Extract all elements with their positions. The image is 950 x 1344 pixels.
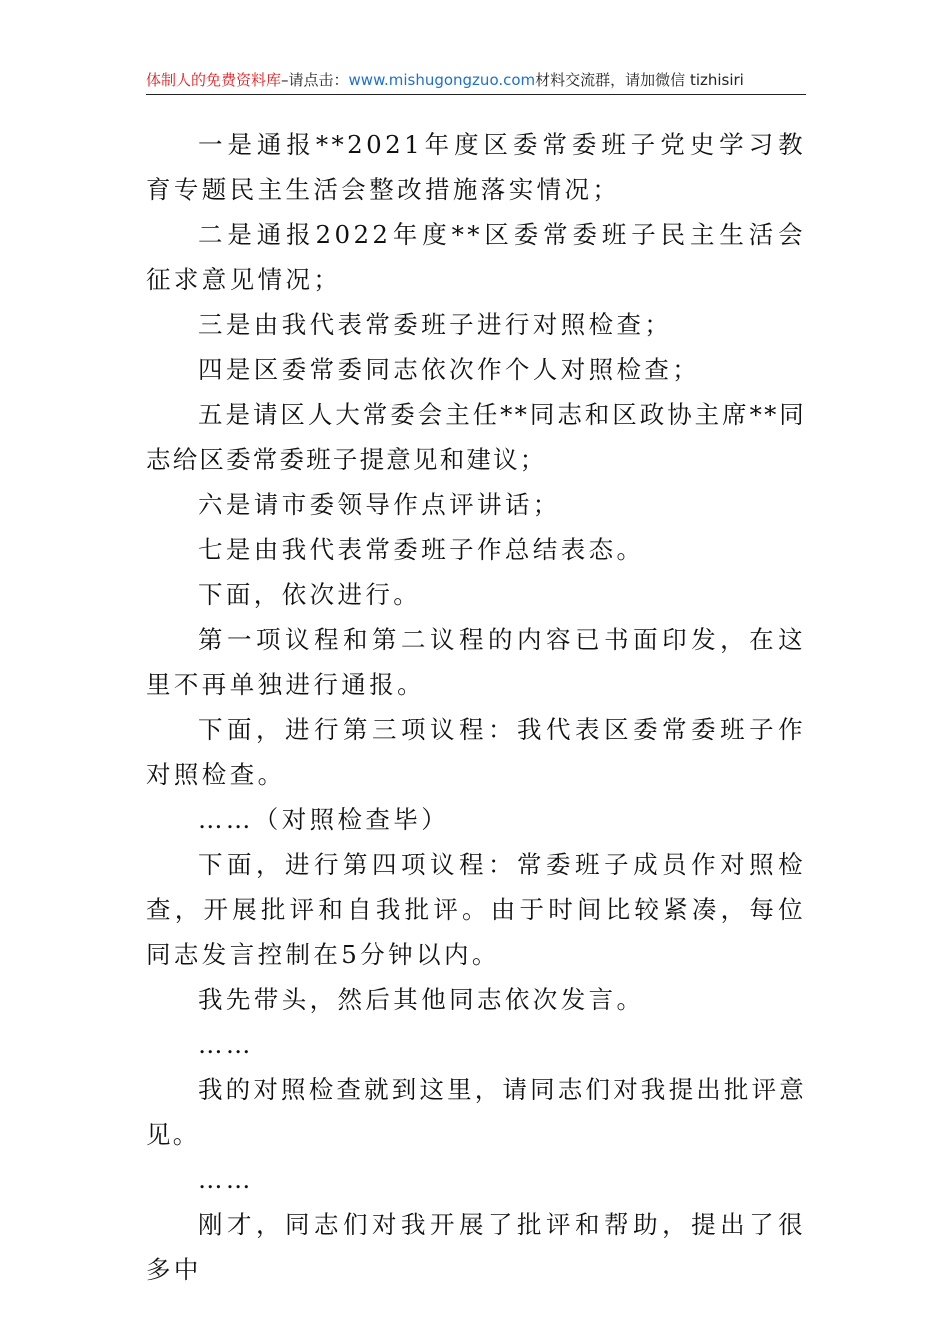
paragraph: 四是区委常委同志依次作个人对照检查；	[198, 355, 701, 384]
paragraph: 我先带头，然后其他同志依次发言。	[198, 985, 645, 1014]
page-header	[146, 68, 806, 95]
paragraph: ……	[198, 1030, 254, 1059]
paragraph: 三是由我代表常委班子进行对照检查；	[198, 310, 673, 339]
paragraph: 六是请市委领导作点评讲话；	[198, 490, 561, 519]
header-contact: 材料交流群，请加微信 tizhisiri	[535, 71, 744, 89]
document-body	[146, 122, 806, 1292]
header-url-link[interactable]: www.mishugongzuo.com	[348, 71, 536, 89]
paragraph: 五是请区人大常委会主任**同志和区政协主席**同志给区委常委班子提意见和建议；	[146, 400, 806, 474]
paragraph: 第一项议程和第二议程的内容已书面印发，在这里不再单独进行通报。	[146, 625, 806, 699]
header-prompt: –请点击：	[281, 71, 349, 89]
paragraph: 下面，进行第四项议程：常委班子成员作对照检查，开展批评和自我批评。由于时间比较紧凑，每位同志发言控制在5分钟以内。	[146, 850, 806, 969]
paragraph: 二是通报2022年度**区委常委班子民主生活会征求意见情况；	[146, 220, 806, 294]
paragraph: 我的对照检查就到这里，请同志们对我提出批评意见。	[146, 1075, 806, 1149]
paragraph: 刚才，同志们对我开展了批评和帮助，提出了很多中	[146, 1210, 806, 1284]
paragraph: ……（对照检查毕）	[198, 805, 450, 834]
paragraph: 下面，进行第三项议程：我代表区委常委班子作对照检查。	[146, 715, 806, 789]
paragraph: 下面，依次进行。	[198, 580, 422, 609]
paragraph: ……	[198, 1165, 254, 1194]
paragraph: 一是通报**2021年度区委常委班子党史学习教育专题民主生活会整改措施落实情况；	[146, 130, 806, 204]
paragraph: 七是由我代表常委班子作总结表态。	[198, 535, 645, 564]
header-brand: 体制人的免费资料库	[146, 71, 282, 89]
